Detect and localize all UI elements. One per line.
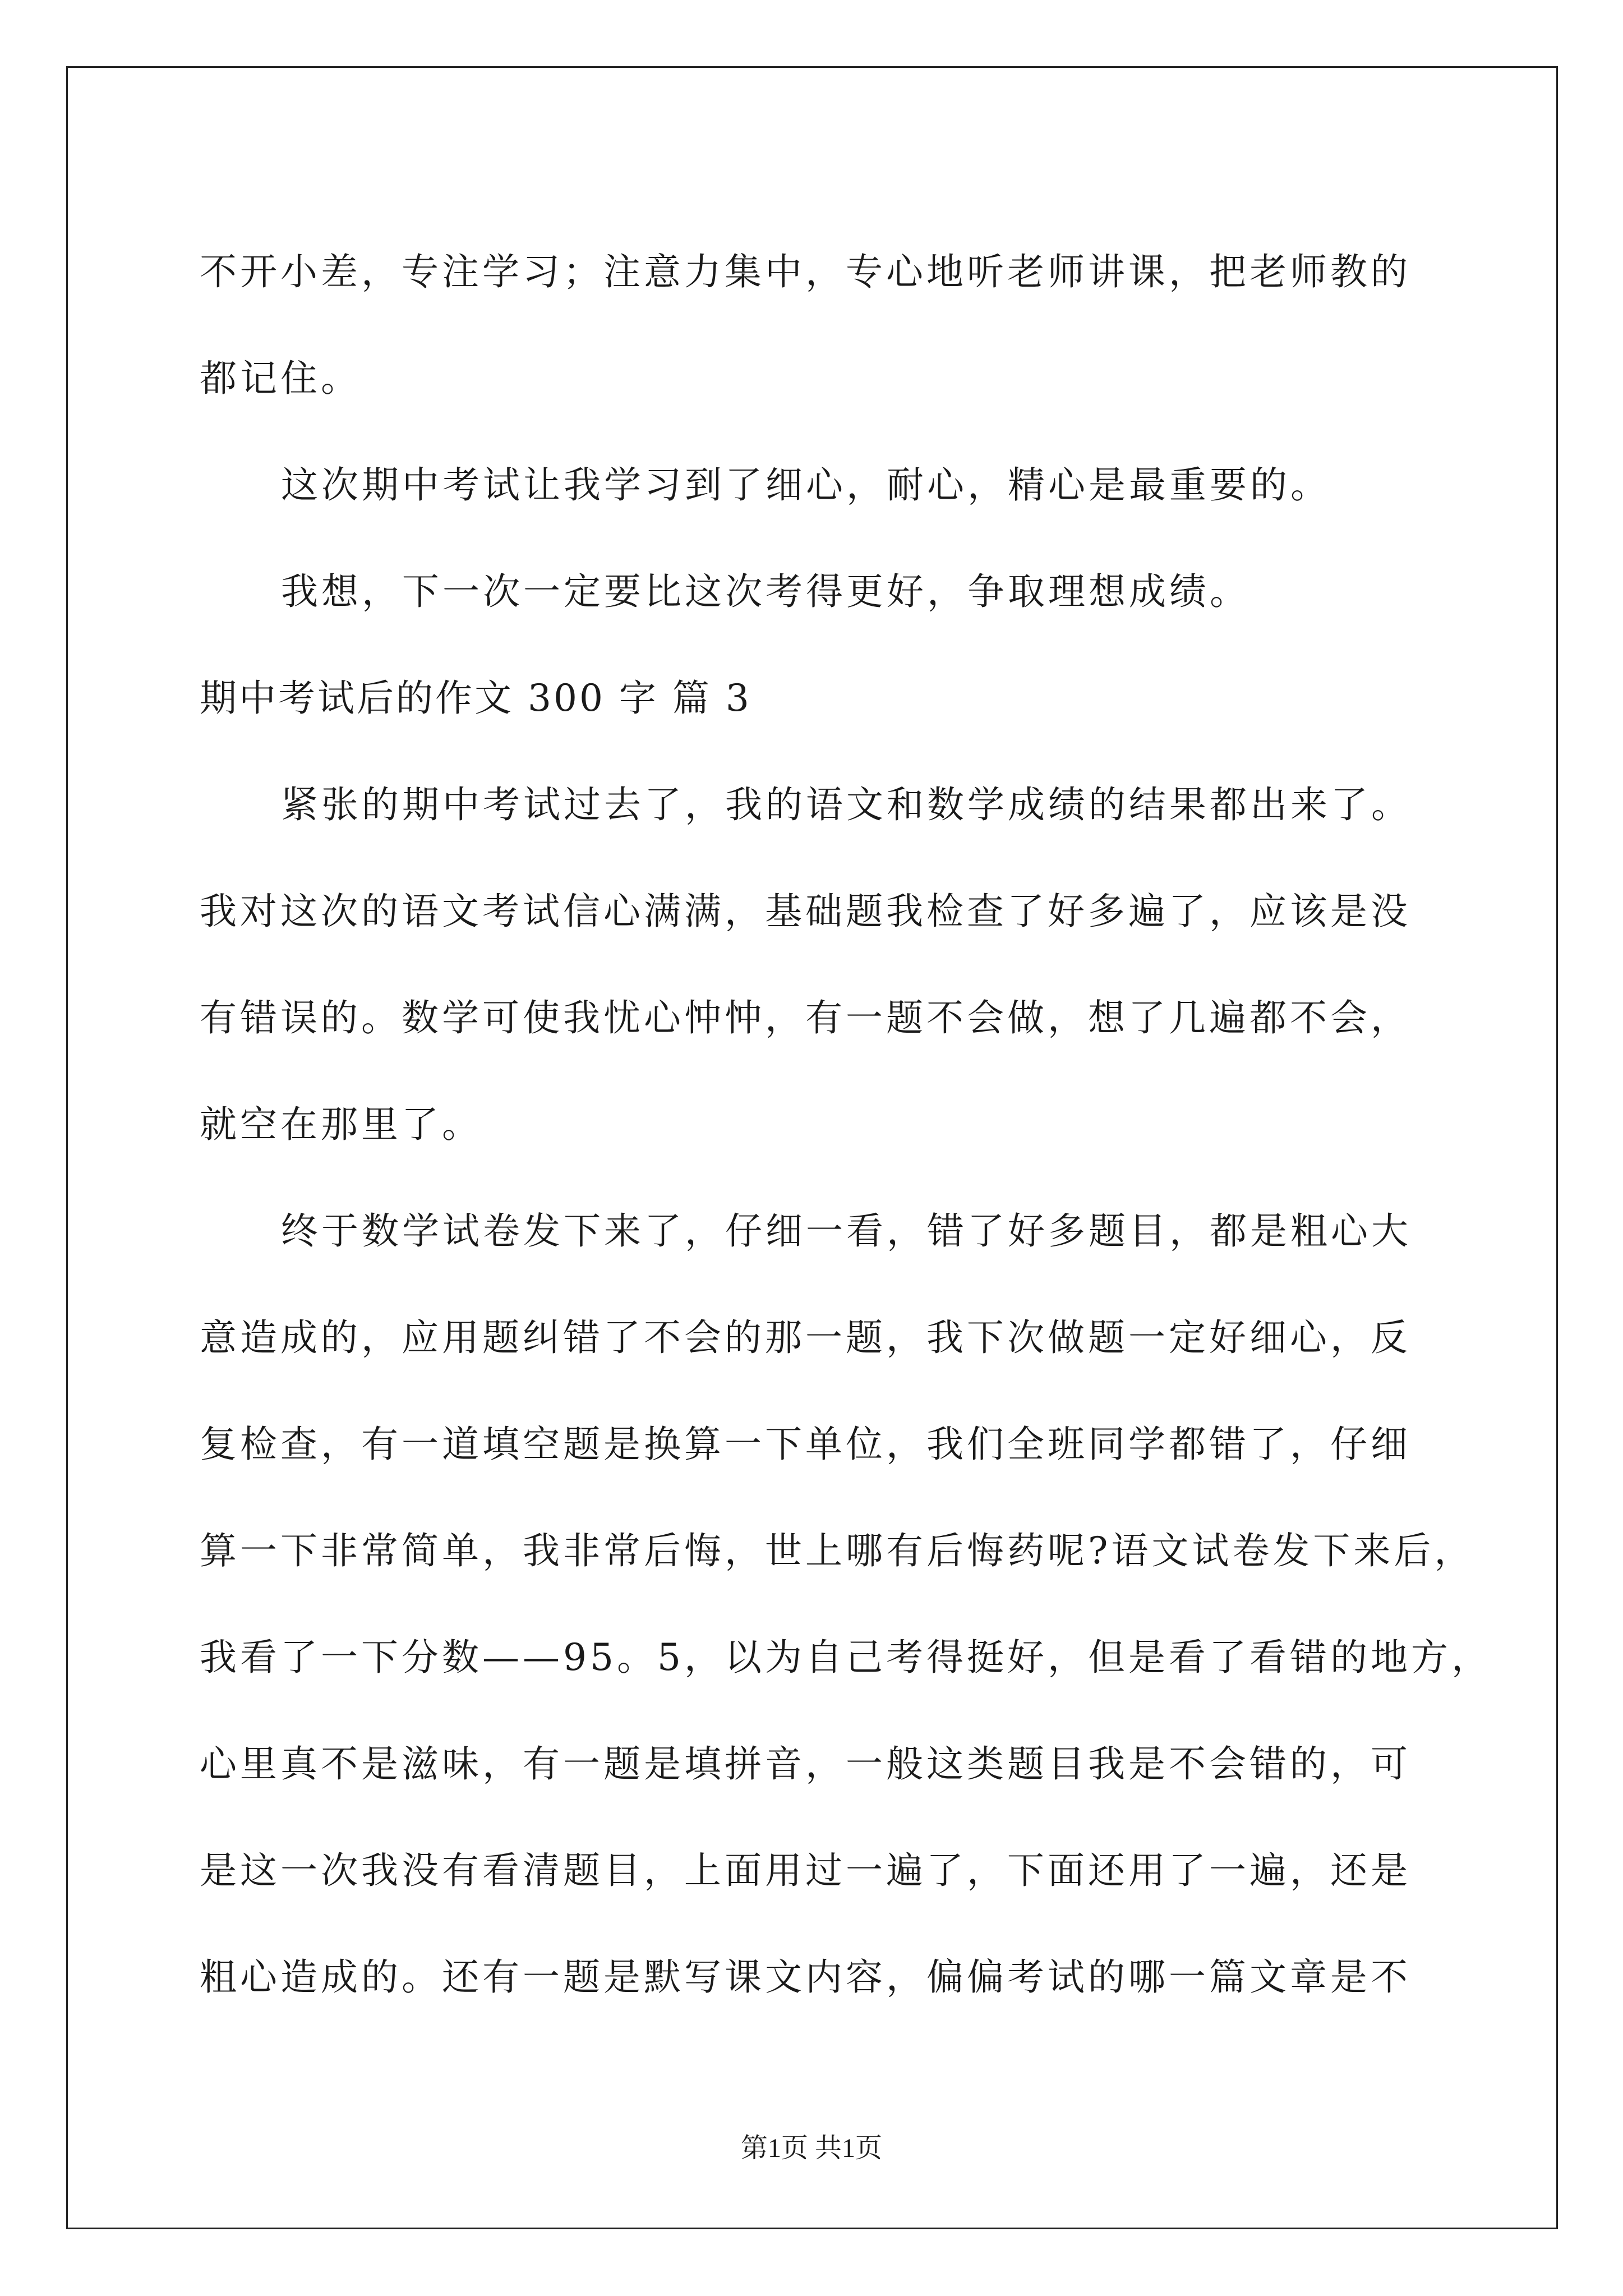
text-line: 我看了一下分数——95。5，以为自己考得挺好，但是看了看错的地方， (200, 1636, 1492, 1679)
text-line: 不开小差，专注学习；注意力集中，专心地听老师讲课，把老师教的 (200, 250, 1411, 293)
text-line: 意造成的，应用题纠错了不会的那一题，我下次做题一定好细心，反 (200, 1316, 1411, 1359)
text-line: 有错误的。数学可使我忧心忡忡，有一题不会做，想了几遍都不会， (200, 996, 1411, 1039)
page-footer: 第1页 共1页 (740, 2133, 882, 2163)
document-body (200, 219, 1492, 2031)
text-line: 是这一次我没有看清题目，上面用过一遍了，下面还用了一遍，还是 (200, 1849, 1411, 1892)
text-line: 都记住。 (200, 357, 361, 400)
text-line: 心里真不是滋味，有一题是填拼音，一般这类题目我是不会错的，可 (200, 1742, 1411, 1786)
text-line: 粗心造成的。还有一题是默写课文内容，偏偏考试的哪一篇文章是不 (200, 1955, 1411, 1999)
paragraph-line: 终于数学试卷发下来了，仔细一看，错了好多题目，都是粗心大 (281, 1209, 1412, 1253)
paragraph-line: 我想，下一次一定要比这次考得更好，争取理想成绩。 (281, 570, 1250, 613)
text-line: 就空在那里了。 (200, 1103, 482, 1146)
paragraph-line: 这次期中考试让我学习到了细心，耐心，精心是最重要的。 (281, 463, 1331, 507)
text-line: 我对这次的语文考试信心满满，基础题我检查了好多遍了，应该是没 (200, 890, 1411, 933)
text-line: 算一下非常简单，我非常后悔，世上哪有后悔药呢?语文试卷发下来后， (200, 1529, 1475, 1572)
section-heading: 期中考试后的作文 300 字 篇 3 (200, 677, 751, 720)
paragraph-line: 紧张的期中考试过去了，我的语文和数学成绩的结果都出来了。 (281, 783, 1412, 826)
text-line: 复检查，有一道填空题是换算一下单位，我们全班同学都错了，仔细 (200, 1423, 1411, 1466)
